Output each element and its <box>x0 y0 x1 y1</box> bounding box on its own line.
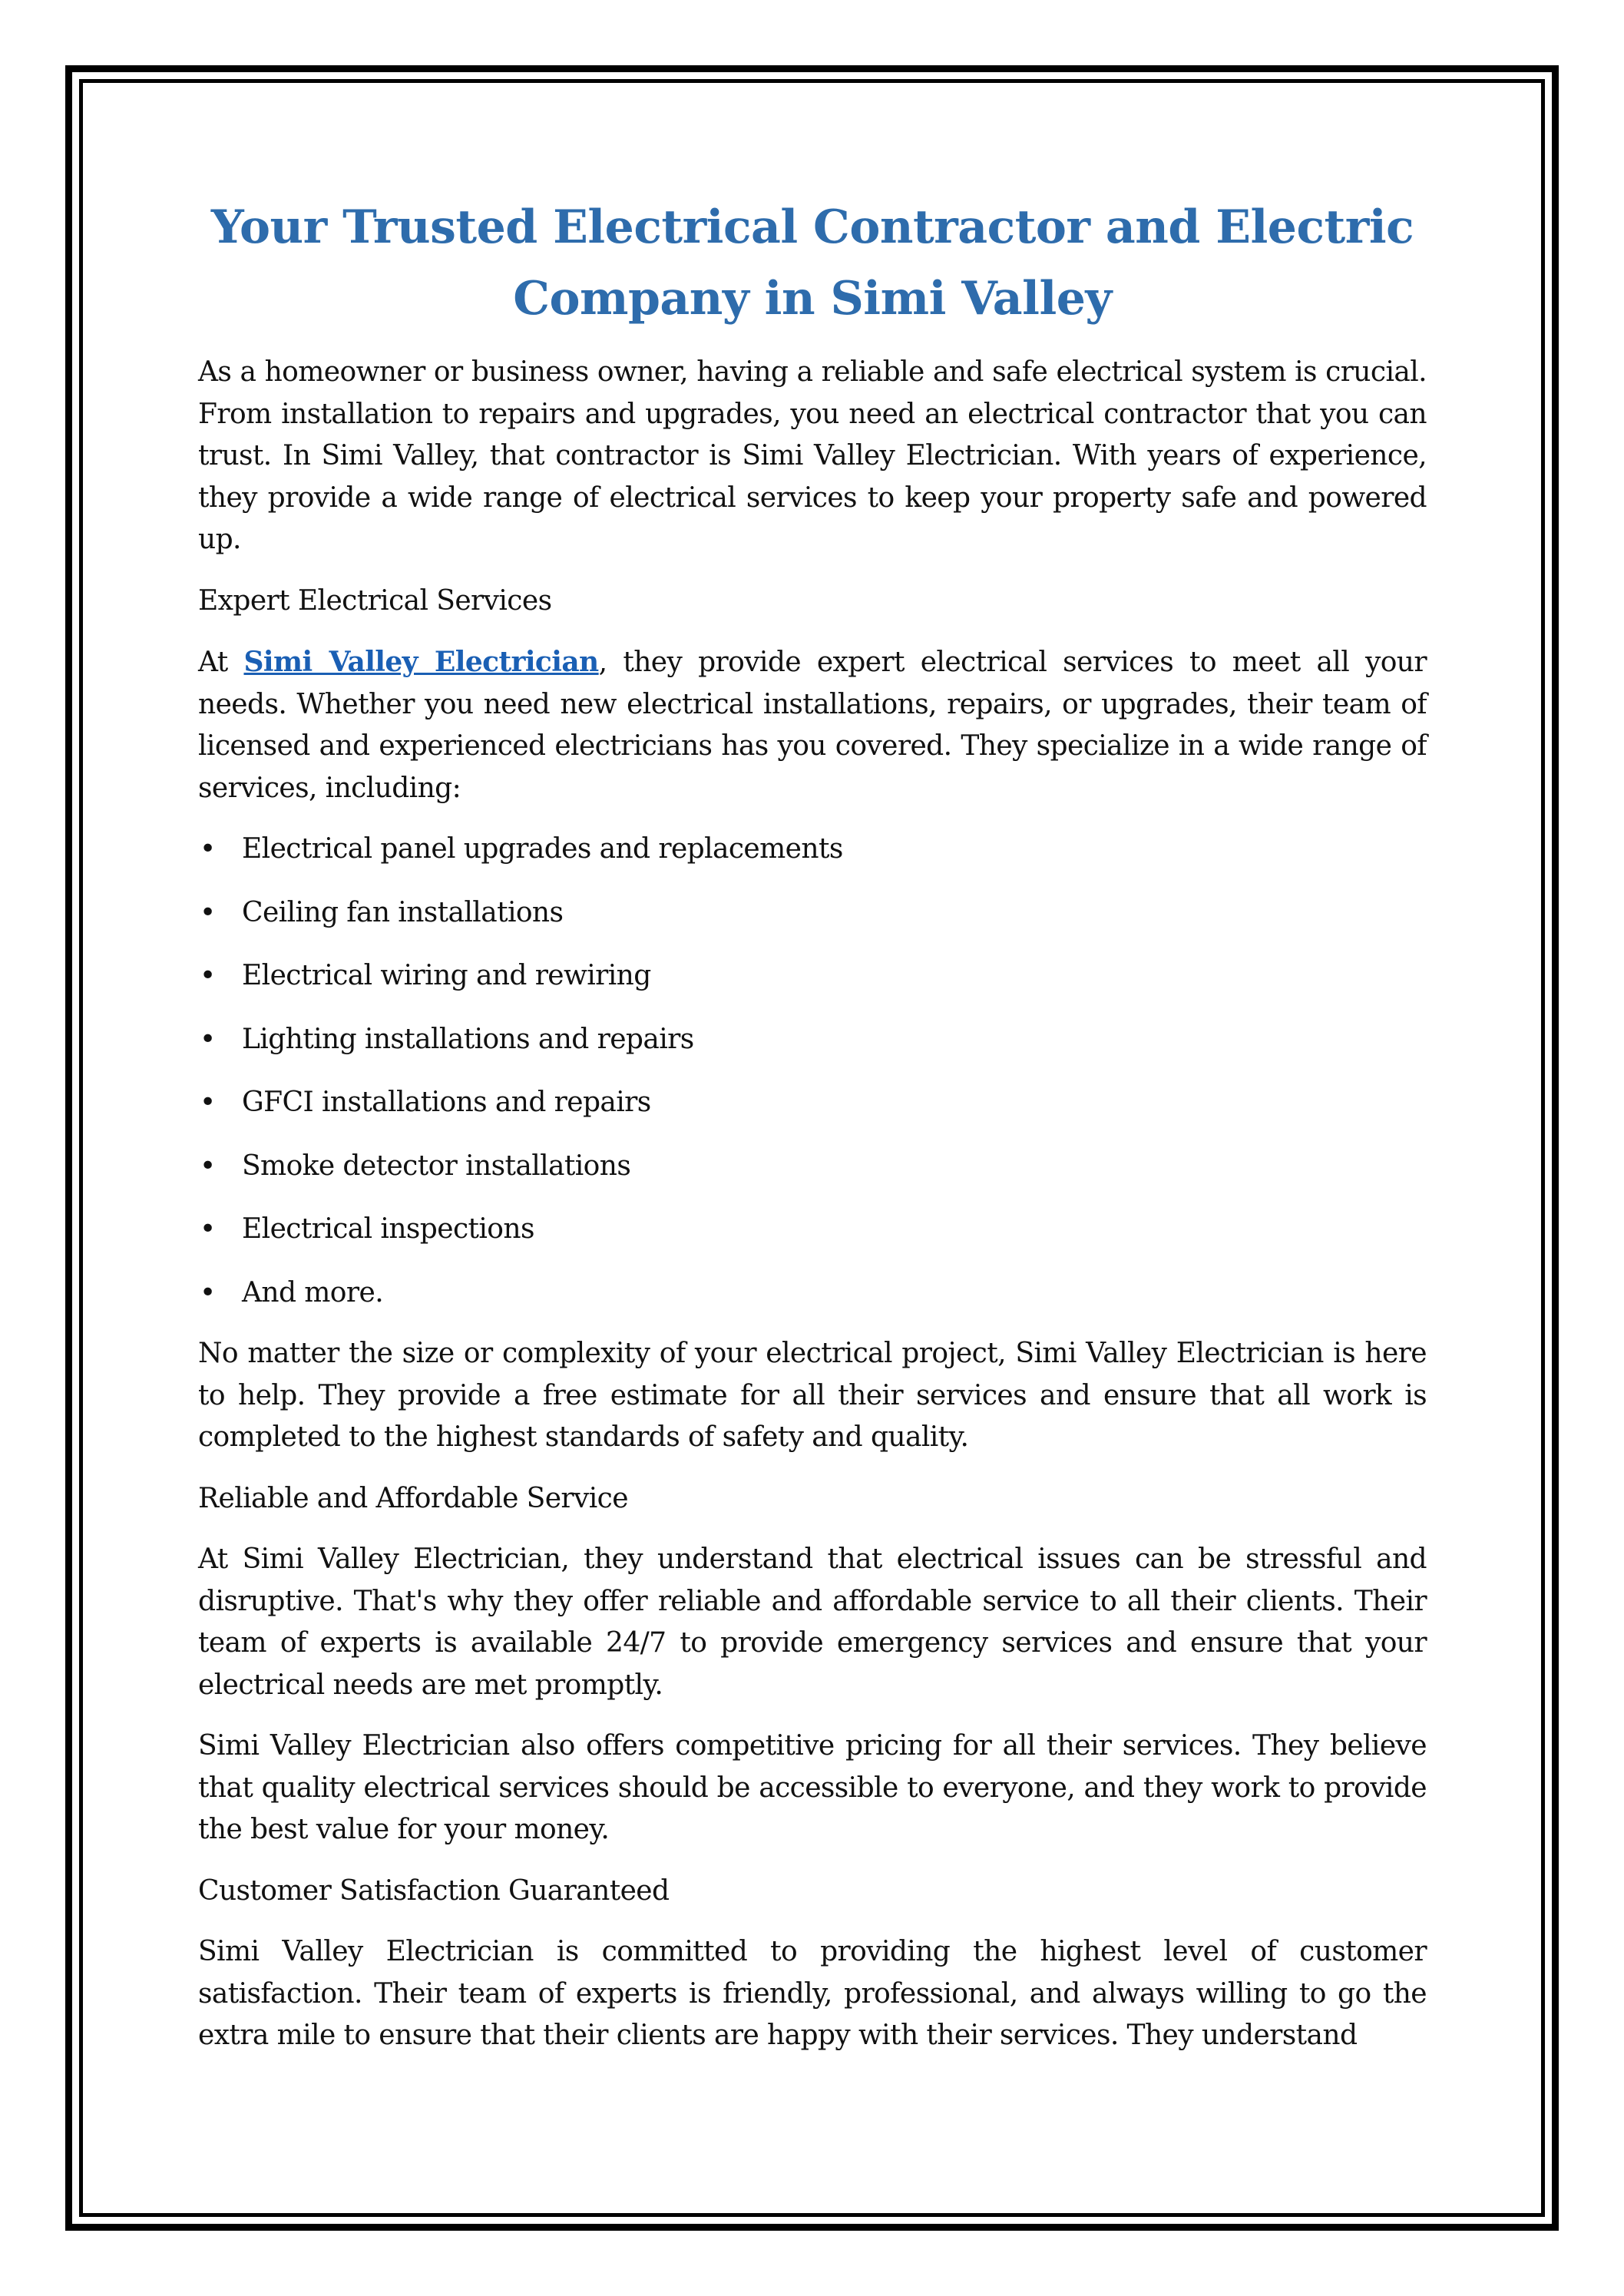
list-item: • GFCI installations and repairs <box>198 1082 1427 1124</box>
list-item: • Smoke detector installations <box>198 1146 1427 1188</box>
customer-satisfaction-paragraph: Simi Valley Electrician is committed to providing the highest level of customer satisfaction. Their team of experts is friendly, professional, and always willing to go the extra mile to ensure that their clients are happy with their services. They understand <box>198 1936 1427 2051</box>
bullet: • <box>200 960 216 991</box>
pricing-paragraph: Simi Valley Electrician also offers competitive pricing for all their services. They believe that quality electrical services should be accessible to everyone, and they work to provide the best value for your money. <box>198 1730 1427 1845</box>
list-item: • Lighting installations and repairs <box>198 1019 1427 1061</box>
paragraph-suffix: , they provide expert electrical services to meet all your needs. Whether you need new electrical installations, repairs, or upgrades, their team of licensed and experienced electricians has you covered. They specialize in a wide range of services, including: <box>198 647 1427 804</box>
bullet: • <box>200 1087 216 1118</box>
list-item: • Ceiling fan installations <box>198 892 1427 935</box>
list-item: • And more. <box>198 1272 1427 1315</box>
intro-paragraph: As a homeowner or business owner, having a reliable and safe electrical system is crucial. From installation to repairs and upgrades, you need an electrical contractor that you can trust. In Simi Valley, that contractor is Simi Valley Electrician. With years of experience, they provide a wide range of electrical services to keep your property safe and powered up. <box>198 356 1427 555</box>
services-closing-paragraph: No matter the size or complexity of your electrical project, Simi Valley Electrician is here to help. They provide a free estimate for all their services and ensure that all work is completed to the highest standards of safety and quality. <box>198 1338 1427 1453</box>
bullet: • <box>200 1213 216 1245</box>
simi-valley-electrician-link[interactable]: Simi Valley Electrician <box>243 646 599 678</box>
list-item: • Electrical wiring and rewiring <box>198 955 1427 997</box>
section-heading-reliable-service: Reliable and Affordable Service <box>198 1482 628 1514</box>
bullet: • <box>200 1023 216 1055</box>
list-item: • Electrical inspections <box>198 1209 1427 1251</box>
list-item: • Electrical panel upgrades and replacements <box>198 829 1427 871</box>
expert-services-paragraph <box>198 641 1427 809</box>
bullet: • <box>200 1150 216 1182</box>
bullet: • <box>200 1276 216 1308</box>
page-title: Your Trusted Electrical Contractor and Electric Company in Simi Valley <box>210 200 1414 326</box>
bullet: • <box>200 833 216 865</box>
section-heading-customer-satisfaction: Customer Satisfaction Guaranteed <box>198 1874 670 1907</box>
bullet: • <box>200 896 216 928</box>
services-list <box>198 829 1427 1314</box>
paragraph-prefix: At <box>198 647 244 678</box>
document-body <box>198 192 1427 2076</box>
reliable-service-paragraph: At Simi Valley Electrician, they understand that electrical issues can be stressful and disruptive. That's why they offer reliable and affordable service to all their clients. Their team of experts is available 24/7 to provide emergency services and ensure that your electrical needs are met promptly. <box>198 1543 1427 1701</box>
section-heading-expert-services: Expert Electrical Services <box>198 584 552 617</box>
